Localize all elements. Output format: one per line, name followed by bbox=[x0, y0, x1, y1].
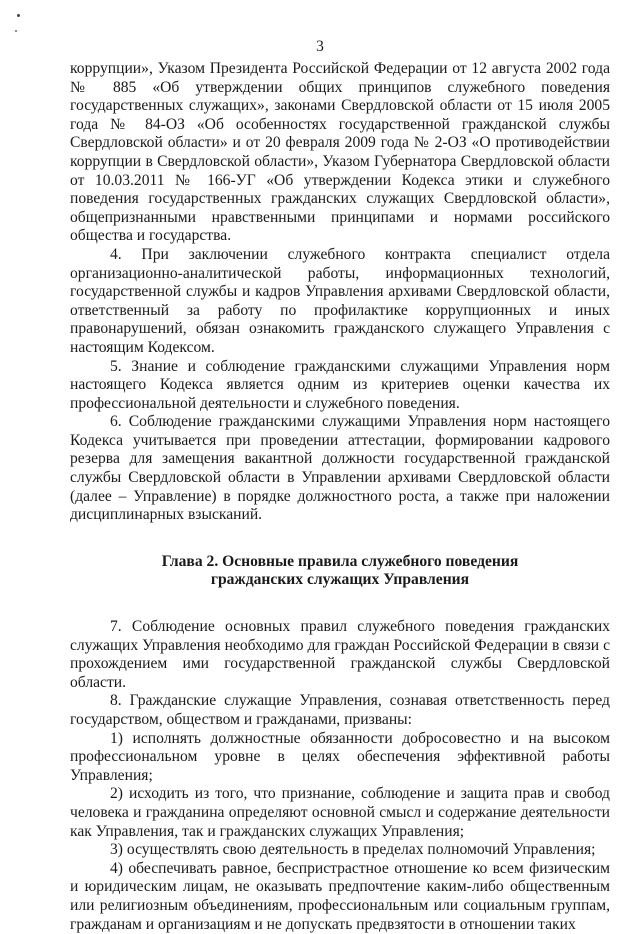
document-body bbox=[70, 60, 610, 934]
page-number: 3 bbox=[316, 38, 324, 55]
paragraph: коррупции», Указом Президента Российской Федерации от 12 августа 2002 года № 885 «Об утверждении общих принципов служебного поведения государственных служащих», законами Свердловской области от 15 июля 2005 года № 84-ОЗ «Об особенностях государственной гражданской службы Свердловской области» и от 20 февраля 2009 года № 2-ОЗ «О противодействии коррупции в Свердловской области», Указом Губернатора Свердловской области от 10.03.2011 № 166-УГ «Об утверждении Кодекса этики и служебного поведения государственных гражданских служащих Свердловской области», общепризнанными нравственными принципами и нормами российского общества и государства. bbox=[70, 60, 610, 245]
chapter-heading-line-2: гражданских служащих Управления bbox=[210, 571, 470, 589]
paragraph-item-4: 4. При заключении служебного контракта специалист отдела организационно-аналитической работы, информационных технологий, государственной службы и кадров Управления архивами Свердловской области, ответственный за работу по профилактике коррупционных и иных правонарушений, обязан ознакомить гражданского служащего Управления с настоящим Кодексом. bbox=[70, 245, 610, 356]
list-item-3: 3) осуществлять свою деятельность в пределах полномочий Управления; bbox=[110, 841, 596, 859]
paragraph-item-7: 7. Соблюдение основных правил служебного поведения гражданских служащих Управления необходимо для граждан Российской Федерации в связи с прохождением ими государственной гражданской службы Свердловской области. bbox=[70, 618, 610, 691]
chapter-heading bbox=[70, 553, 610, 590]
scan-speck bbox=[17, 14, 20, 17]
paragraphs-before bbox=[70, 60, 610, 525]
list-item-1: 1) исполнять должностные обязанности добросовестно и на высоком профессиональном уровне в целях обеспечения эффективной работы Управления; bbox=[70, 729, 610, 784]
list-item-2: 2) исходить из того, что признание, соблюдение и защита прав и свобод человека и гражданина определяют основной смысл и содержание деятельности как Управления, так и гражданских служащих Управления; bbox=[70, 785, 610, 840]
scan-speck bbox=[15, 30, 17, 32]
paragraph-item-8: 8. Гражданские служащие Управления, сознавая ответственность перед государством, обществом и гражданами, призваны: bbox=[70, 692, 610, 728]
paragraph-item-6: 6. Соблюдение гражданскими служащими Управления норм настоящего Кодекса учитывается при проведении аттестации, формировании кадрового резерва для замещения вакантной должности государственной гражданской службы Свердловской области в Управлении архивами Свердловской области (далее – Управление) в порядке должностного роста, а также при наложении дисциплинарных взысканий. bbox=[70, 413, 610, 524]
paragraph-item-5: 5. Знание и соблюдение гражданскими служащими Управления норм настоящего Кодекса является одним из критериев оценки качества их профессиональной деятельности и служебного поведения. bbox=[70, 357, 610, 412]
chapter-heading-line-1: Глава 2. Основные правила служебного поведения bbox=[161, 552, 519, 570]
list-item-4: 4) обеспечивать равное, беспристрастное отношение ко всем физическим и юридическим лицам, не оказывать предпочтение каким-либо общественным или религиозным объединениям, профессиональным или социальным группам, гражданам и организациям и не допускать предвзятости в отношении таких bbox=[70, 859, 610, 933]
paragraphs-after bbox=[70, 618, 610, 934]
